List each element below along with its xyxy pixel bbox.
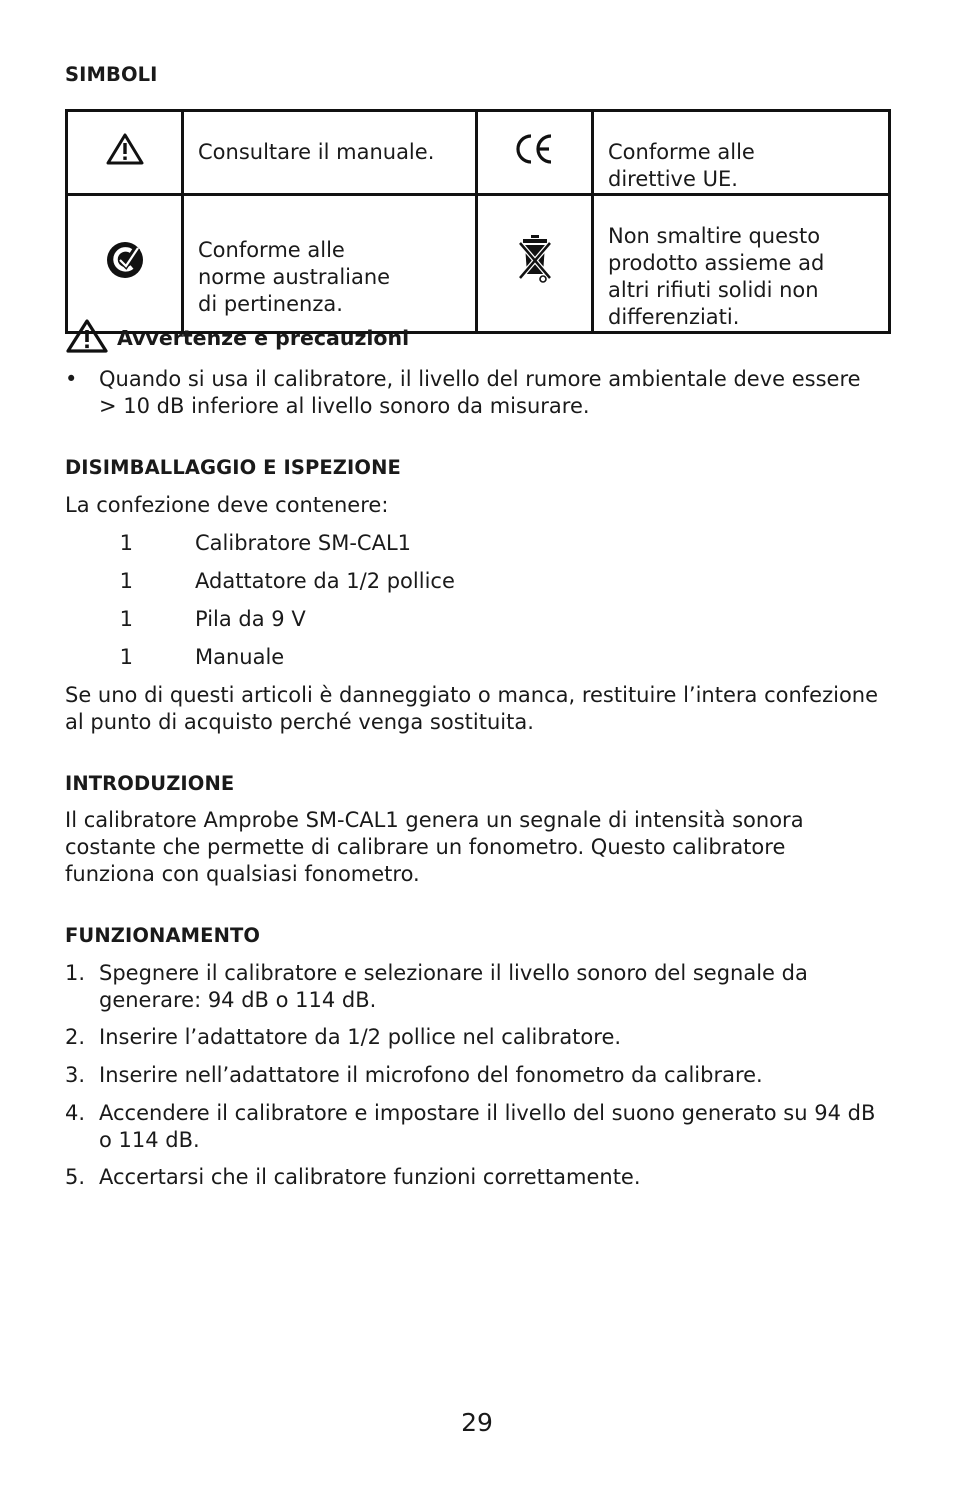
step-number: 3. [65, 1063, 86, 1087]
list-item [65, 530, 411, 557]
warnings-title: Avvertenze e precauzioni [117, 326, 410, 350]
step-text: Accertarsi che il calibratore funzioni correttamente. [99, 1165, 641, 1189]
operation-step [65, 1164, 891, 1191]
bullet-marker: • [65, 367, 78, 391]
operation-step [65, 960, 891, 1014]
item-name: Adattatore da 1/2 pollice [195, 569, 455, 593]
item-name: Calibratore SM-CAL1 [195, 531, 411, 555]
symbol-cell [67, 111, 183, 195]
symbol-text: Non smaltire questo prodotto assieme ad altri rifiuti solidi non differenziati. [608, 224, 825, 329]
step-text: Inserire nell’adattatore il microfono del fonometro da calibrare. [99, 1063, 763, 1087]
section-title-simboli: SIMBOLI [65, 63, 158, 86]
operation-step [65, 1100, 891, 1154]
unpacking-note: Se uno di questi articoli è danneggiato o manca, restituire l’intera confezione al punto di acquisto perché venga sostituita. [65, 683, 879, 734]
item-name: Pila da 9 V [195, 607, 306, 631]
symbol-description [593, 195, 890, 333]
symbols-row [67, 111, 890, 195]
item-qty: 1 [119, 607, 133, 631]
c-tick-mark-icon [105, 240, 145, 280]
bullet-text: Quando si usa il calibratore, il livello del rumore ambientale deve essere > 10 dB inferiore al livello sonoro da misurare. [99, 367, 861, 418]
symbols-table [65, 109, 891, 334]
operation-step [65, 1062, 891, 1089]
step-number: 4. [65, 1101, 86, 1125]
item-qty: 1 [119, 531, 133, 555]
item-qty: 1 [119, 645, 133, 669]
symbol-cell [477, 195, 593, 333]
symbol-text: Conforme alle norme australiane di pertinenza. [198, 237, 391, 316]
symbol-description [593, 111, 890, 195]
item-qty: 1 [119, 569, 133, 593]
warning-triangle-icon [65, 318, 109, 354]
list-item [65, 644, 284, 671]
symbols-row [67, 195, 890, 333]
step-number: 2. [65, 1025, 86, 1049]
section-title-unpacking: DISIMBALLAGGIO E ISPEZIONE [65, 456, 401, 479]
item-name: Manuale [195, 645, 285, 669]
symbol-description [183, 111, 477, 195]
ce-mark-icon [513, 132, 557, 166]
section-title-operation: FUNZIONAMENTO [65, 924, 261, 947]
warning-bullet [65, 366, 891, 420]
symbol-text: Conforme alle direttive UE. [608, 140, 755, 191]
operation-step [65, 1024, 891, 1051]
warnings-heading [65, 318, 409, 354]
step-number: 5. [65, 1165, 86, 1189]
unpacking-intro: La confezione deve contenere: [65, 493, 389, 517]
crossed-wheelie-bin-icon [518, 234, 552, 286]
step-text: Inserire l’adattatore da 1/2 pollice nel calibratore. [99, 1025, 622, 1049]
introduction-text: Il calibratore Amprobe SM-CAL1 genera un segnale di intensità sonora costante che permette di calibrare un fonometro. Questo calibratore funziona con qualsiasi fonometro. [65, 808, 804, 886]
warning-triangle-icon [105, 132, 145, 166]
section-title-introduction: INTRODUZIONE [65, 772, 235, 795]
page-number: 29 [461, 1408, 493, 1437]
step-number: 1. [65, 961, 86, 985]
symbol-text: Consultare il manuale. [198, 140, 435, 164]
list-item [65, 568, 455, 595]
symbol-description [183, 195, 477, 333]
step-text: Spegnere il calibratore e selezionare il livello sonoro del segnale da generare: 94 dB o 114 dB. [99, 961, 808, 1012]
list-item [65, 606, 306, 633]
step-text: Accendere il calibratore e impostare il livello del suono generato su 94 dB o 114 dB. [99, 1101, 876, 1152]
symbol-cell [477, 111, 593, 195]
symbol-cell [67, 195, 183, 333]
